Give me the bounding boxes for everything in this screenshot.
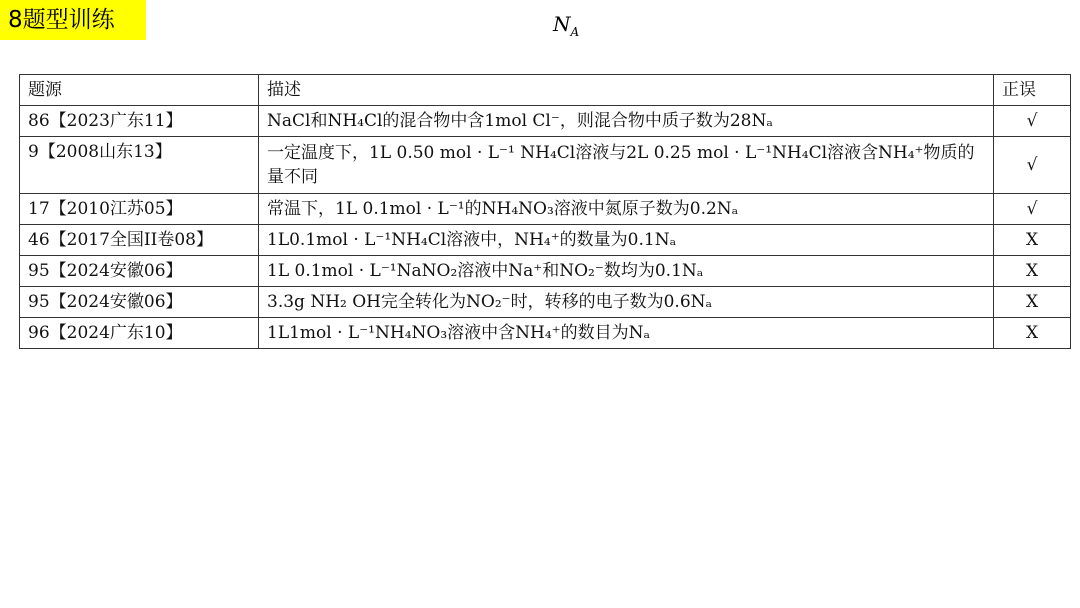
table-row	[20, 106, 1071, 137]
source-cell: 95【2024安徽06】	[20, 287, 259, 318]
mark-cell: √	[994, 106, 1071, 137]
mark-cell: X	[994, 225, 1071, 256]
mark-cell: X	[994, 287, 1071, 318]
questions-table	[19, 74, 1071, 349]
formula-heading	[553, 12, 579, 39]
table-header-row	[20, 75, 1071, 106]
description-cell: NaCl和NH₄Cl的混合物中含1mol Cl⁻，则混合物中质子数为28Nₐ	[259, 106, 994, 137]
table-row	[20, 256, 1071, 287]
table-row	[20, 137, 1071, 194]
table-row	[20, 194, 1071, 225]
column-header-description: 描述	[259, 75, 994, 106]
column-header-source: 题源	[20, 75, 259, 106]
section-title-badge: 8题型训练	[0, 0, 146, 40]
formula-subscript: A	[570, 25, 580, 39]
description-cell: 1L 0.1mol · L⁻¹NaNO₂溶液中Na⁺和NO₂⁻数均为0.1Nₐ	[259, 256, 994, 287]
table-row	[20, 225, 1071, 256]
description-cell: 1L0.1mol · L⁻¹NH₄Cl溶液中，NH₄⁺的数量为0.1Nₐ	[259, 225, 994, 256]
source-cell: 95【2024安徽06】	[20, 256, 259, 287]
source-cell: 86【2023广东11】	[20, 106, 259, 137]
source-cell: 46【2017全国II卷08】	[20, 225, 259, 256]
table-row	[20, 318, 1071, 349]
source-cell: 9【2008山东13】	[20, 137, 259, 194]
description-cell: 3.3g NH₂ OH完全转化为NO₂⁻时，转移的电子数为0.6Nₐ	[259, 287, 994, 318]
description-cell: 一定温度下，1L 0.50 mol · L⁻¹ NH₄Cl溶液与2L 0.25 mol · L⁻¹NH₄Cl溶液含NH₄⁺物质的量不同	[259, 137, 994, 194]
mark-cell: √	[994, 194, 1071, 225]
description-cell: 常温下，1L 0.1mol · L⁻¹的NH₄NO₃溶液中氮原子数为0.2Nₐ	[259, 194, 994, 225]
mark-cell: X	[994, 318, 1071, 349]
source-cell: 17【2010江苏05】	[20, 194, 259, 225]
source-cell: 96【2024广东10】	[20, 318, 259, 349]
column-header-mark: 正误	[994, 75, 1071, 106]
mark-cell: X	[994, 256, 1071, 287]
mark-cell: √	[994, 137, 1071, 194]
formula-symbol: N	[553, 12, 571, 36]
description-cell: 1L1mol · L⁻¹NH₄NO₃溶液中含NH₄⁺的数目为Nₐ	[259, 318, 994, 349]
table-row	[20, 287, 1071, 318]
